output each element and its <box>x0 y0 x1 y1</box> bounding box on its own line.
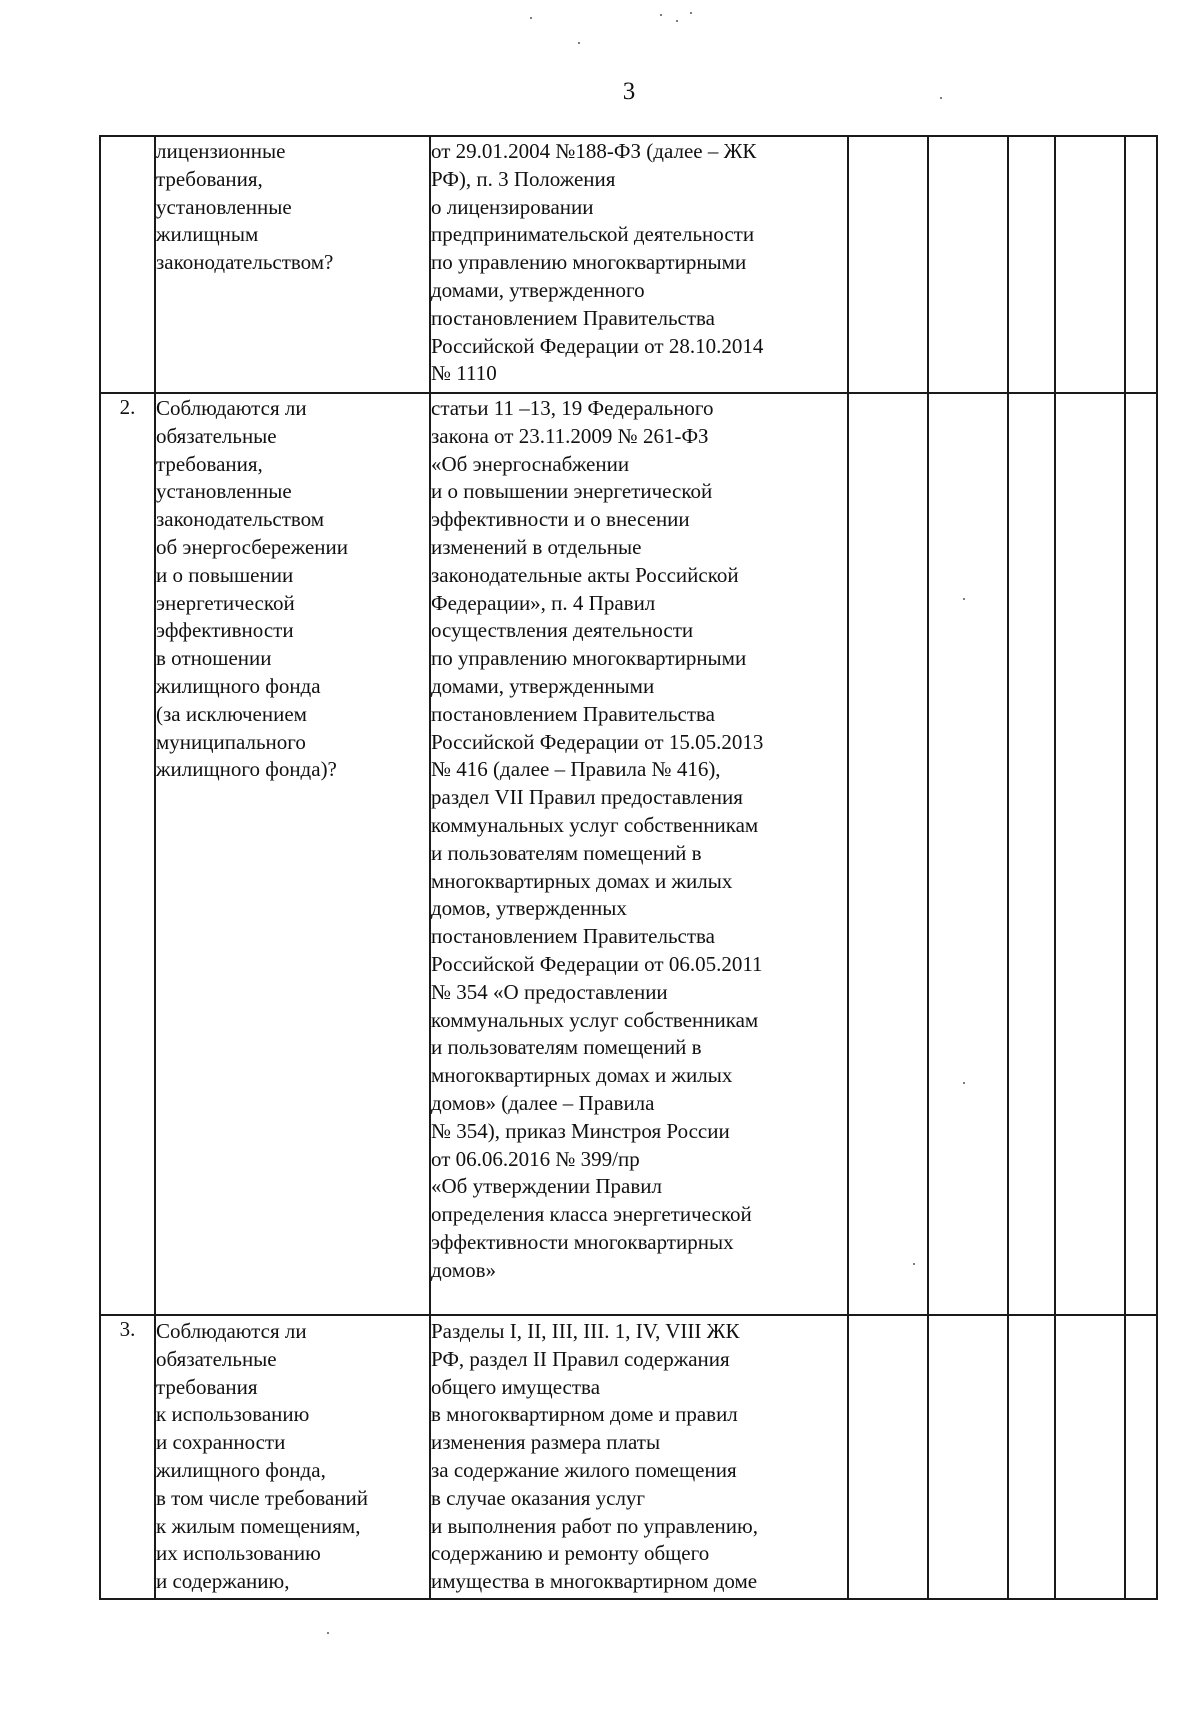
row-number <box>100 136 155 393</box>
checklist-table <box>99 135 1158 1600</box>
row-number: 3. <box>100 1315 155 1599</box>
answer-cell <box>1008 136 1055 393</box>
answer-cell <box>848 136 928 393</box>
legal-reference: Разделы I, II, III, III. 1, IV, VIII ЖК РФ, раздел II Правил содержания общего имущества в многоквартирном доме и правил изменения размера платы за содержание жилого помещения в случае оказания услуг и выполнения работ по управлению, содержанию и ремонту общего имущества в многоквартирном доме <box>430 1315 848 1599</box>
answer-cell <box>1008 1315 1055 1599</box>
page-number: 3 <box>622 78 636 105</box>
requirement-question: Соблюдаются ли обязательные требования к использованию и сохранности жилищного фонда, в том числе требований к жилым помещениям, их использованию и содержанию, <box>155 1315 430 1599</box>
answer-cell <box>848 1315 928 1599</box>
scan-speck <box>676 20 678 22</box>
answer-cell <box>1055 136 1125 393</box>
answer-cell <box>1125 1315 1157 1599</box>
requirement-question: Соблюдаются ли обязательные требования, установленные законодательством об энергосбережении и о повышении энергетической эффективности в отношении жилищного фонда (за исключением муниципального жилищного фонда)? <box>155 393 430 1315</box>
answer-cell <box>928 1315 1008 1599</box>
table-row <box>100 393 1157 1315</box>
answer-cell <box>928 136 1008 393</box>
answer-cell <box>1055 393 1125 1315</box>
row-number: 2. <box>100 393 155 1315</box>
scan-speck <box>690 12 692 14</box>
table-row <box>100 136 1157 393</box>
scan-speck <box>578 42 580 44</box>
requirement-question: лицензионные требования, установленные жилищным законодательством? <box>155 136 430 393</box>
answer-cell <box>1125 136 1157 393</box>
answer-cell <box>1125 393 1157 1315</box>
legal-reference: статьи 11 –13, 19 Федерального закона от 23.11.2009 № 261-ФЗ «Об энергоснабжении и о повышении энергетической эффективности и о внесении изменений в отдельные законодательные акты Российской Федерации», п. 4 Правил осуществления деятельности по управлению многоквартирными домами, утвержденными постановлением Правительства Российской Федерации от 15.05.2013 № 416 (далее – Правила № 416), раздел VII Правил предоставления коммунальных услуг собственникам и пользователям помещений в многоквартирных домах и жилых домов, утвержденных постановлением Правительства Российской Федерации от 06.05.2011 № 354 «О предоставлении коммунальных услуг собственникам и пользователям помещений в многоквартирных домах и жилых домов» (далее – Правила № 354), приказ Минстроя России от 06.06.2016 № 399/пр «Об утверждении Правил определения класса энергетической эффективности многоквартирных домов» <box>430 393 848 1315</box>
answer-cell <box>848 393 928 1315</box>
table-row <box>100 1315 1157 1599</box>
scan-speck <box>963 598 965 600</box>
scan-speck <box>940 97 942 99</box>
answer-cell <box>1008 393 1055 1315</box>
scan-speck <box>660 14 662 16</box>
scan-speck <box>963 1082 965 1084</box>
answer-cell <box>1055 1315 1125 1599</box>
scan-speck <box>327 1632 329 1634</box>
answer-cell <box>928 393 1008 1315</box>
legal-reference: от 29.01.2004 №188-ФЗ (далее – ЖК РФ), п. 3 Положения о лицензировании предпринимательской деятельности по управлению многоквартирными домами, утвержденного постановлением Правительства Российской Федерации от 28.10.2014 № 1110 <box>430 136 848 393</box>
scan-speck <box>530 17 532 19</box>
scan-speck <box>913 1263 915 1265</box>
